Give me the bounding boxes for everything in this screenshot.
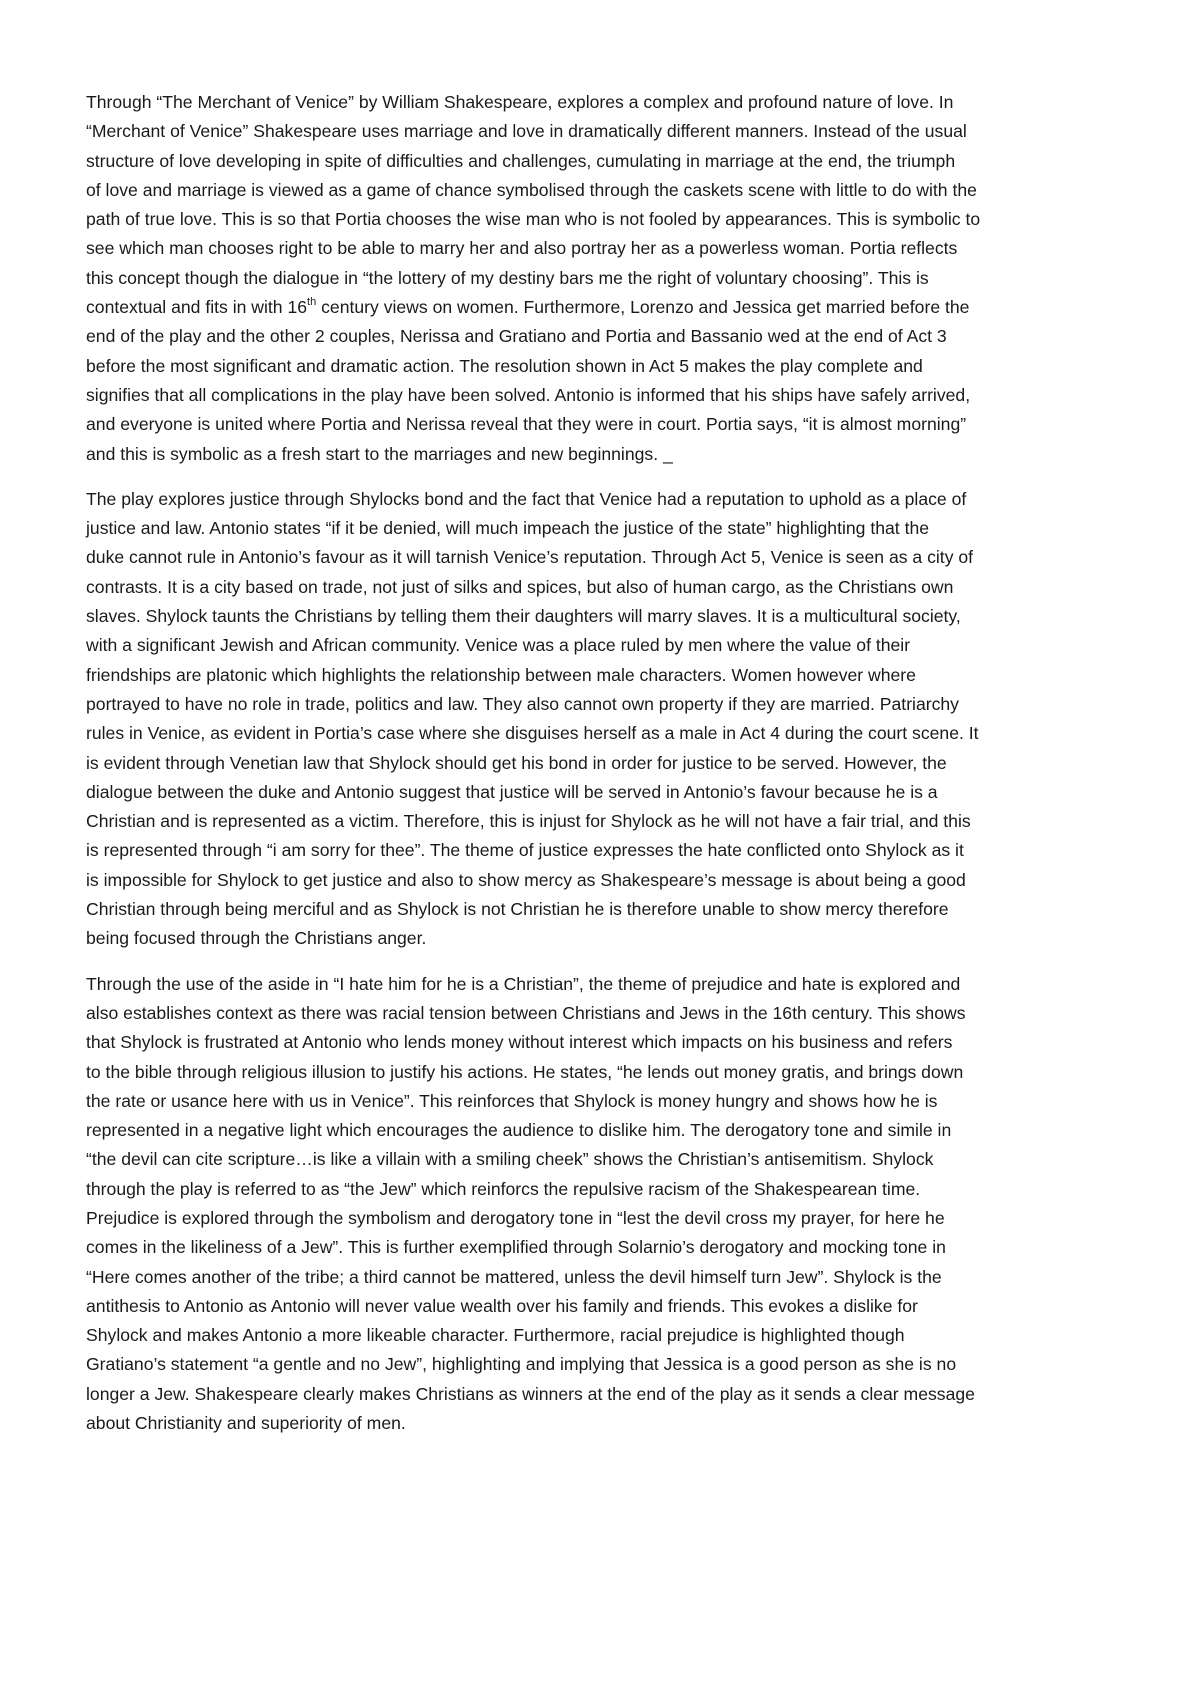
paragraph-love-marriage — [86, 88, 1120, 469]
text-line — [86, 293, 1120, 322]
text-line: represented in a negative light which encourages the audience to dislike him. The derogatory tone and simile in — [86, 1120, 952, 1141]
text-line: Christian through being merciful and as Shylock is not Christian he is therefore unable to show mercy therefore — [86, 899, 949, 920]
text-segment: century views on women. Furthermore, Lorenzo and Jessica get married before the — [316, 297, 970, 318]
text-line: “Here comes another of the tribe; a third cannot be mattered, unless the devil himself turn Jew”. Shylock is the — [86, 1266, 942, 1287]
text-line: longer a Jew. Shakespeare clearly makes Christians as winners at the end of the play as it sends a clear message — [86, 1383, 975, 1404]
text-line: that Shylock is frustrated at Antonio who lends money without interest which impacts on his business and refers — [86, 1032, 953, 1053]
text-line: with a significant Jewish and African community. Venice was a place ruled by men where the value of their — [86, 635, 911, 656]
text-line: friendships are platonic which highlights the relationship between male characters. Women however where — [86, 664, 916, 685]
text-line: this concept though the dialogue in “the lottery of my destiny bars me the right of voluntary choosing”. This is — [86, 267, 929, 288]
text-line: structure of love developing in spite of difficulties and challenges, cumulating in marriage at the end, the triumph — [86, 150, 956, 171]
text-line: rules in Venice, as evident in Portia’s case where she disguises herself as a male in Act 4 during the court scene. It — [86, 723, 979, 744]
text-line: is impossible for Shylock to get justice and also to show mercy as Shakespeare’s message is about being a good — [86, 869, 966, 890]
text-line: through the play is referred to as “the Jew” which reinforcs the repulsive racism of the Shakespearean time. — [86, 1178, 921, 1199]
paragraph-prejudice — [86, 970, 1120, 1439]
text-line: “Merchant of Venice” Shakespeare uses marriage and love in dramatically different manners. Instead of the usual — [86, 121, 967, 142]
text-line: is represented through “i am sorry for thee”. The theme of justice expresses the hate conflicted onto Shylock as it — [86, 840, 964, 861]
text-line: contrasts. It is a city based on trade, not just of silks and spices, but also of human cargo, as the Christians own — [86, 576, 954, 597]
text-line: signifies that all complications in the play have been solved. Antonio is informed that his ships have safely arrived, — [86, 384, 971, 405]
text-line: “the devil can cite scripture…is like a villain with a smiling cheek” shows the Christian’s antisemitism. Shylock — [86, 1149, 934, 1170]
text-line: justice and law. Antonio states “if it be denied, will much impeach the justice of the state” highlighting that the — [86, 518, 930, 539]
paragraph-justice — [86, 485, 1120, 954]
text-segment: contextual and fits in with 16 — [86, 297, 308, 318]
text-line: see which man chooses right to be able to marry her and also portray her as a powerless woman. Portia reflects — [86, 238, 958, 259]
text-line: portrayed to have no role in trade, politics and law. They also cannot own property if they are married. Patriarchy — [86, 693, 959, 714]
text-line: The play explores justice through Shylocks bond and the fact that Venice had a reputation to uphold as a place of — [86, 488, 967, 509]
text-line: slaves. Shylock taunts the Christians by telling them their daughters will marry slaves. It is a multicultural society, — [86, 606, 961, 627]
text-line: of love and marriage is viewed as a game of chance symbolised through the caskets scene with little to do with the — [86, 179, 977, 200]
text-line: and everyone is united where Portia and Nerissa reveal that they were in court. Portia says, “it is almost morning” — [86, 414, 967, 435]
text-line: about Christianity and superiority of men. — [86, 1413, 406, 1434]
text-line: duke cannot rule in Antonio’s favour as it will tarnish Venice’s reputation. Through Act 5, Venice is seen as a city of — [86, 547, 974, 568]
text-line: Shylock and makes Antonio a more likeable character. Furthermore, racial prejudice is highlighted though — [86, 1325, 905, 1346]
text-line: Through “The Merchant of Venice” by William Shakespeare, explores a complex and profound nature of love. In — [86, 92, 954, 112]
ordinal-superscript: th — [307, 296, 317, 309]
text-line: Christian and is represented as a victim. Therefore, this is injust for Shylock as he will not have a fair trial, and this — [86, 811, 971, 832]
text-line: the rate or usance here with us in Venice”. This reinforces that Shylock is money hungry and shows how he is — [86, 1090, 938, 1111]
text-line: also establishes context as there was racial tension between Christians and Jews in the 16th century. This shows — [86, 1002, 966, 1023]
text-line: being focused through the Christians anger. — [86, 928, 427, 949]
text-line: antithesis to Antonio as Antonio will never value wealth over his family and friends. This evokes a dislike for — [86, 1295, 918, 1316]
text-line: comes in the likeliness of a Jew”. This is further exemplified through Solarnio’s derogatory and mocking tone in — [86, 1237, 946, 1258]
text-line: Through the use of the aside in “I hate him for he is a Christian”, the theme of prejudice and hate is explored and — [86, 973, 961, 994]
text-line: is evident through Venetian law that Shylock should get his bond in order for justice to be served. However, the — [86, 752, 947, 773]
text-line: dialogue between the duke and Antonio suggest that justice will be served in Antonio’s favour because he is a — [86, 781, 938, 802]
text-line: before the most significant and dramatic action. The resolution shown in Act 5 makes the play complete and — [86, 355, 923, 376]
text-line: end of the play and the other 2 couples, Nerissa and Gratiano and Portia and Bassanio wed at the end of Act 3 — [86, 326, 947, 347]
text-line: Gratiano’s statement “a gentle and no Jew”, highlighting and implying that Jessica is a good person as she is no — [86, 1354, 957, 1375]
text-line: path of true love. This is so that Portia chooses the wise man who is not fooled by appearances. This is symbolic to — [86, 209, 981, 230]
text-line: and this is symbolic as a fresh start to the marriages and new beginnings. _ — [86, 443, 673, 464]
text-line: Prejudice is explored through the symbolism and derogatory tone in “lest the devil cross my prayer, for here he — [86, 1207, 945, 1228]
text-line: to the bible through religious illusion to justify his actions. He states, “he lends out money gratis, and brings down — [86, 1061, 964, 1082]
